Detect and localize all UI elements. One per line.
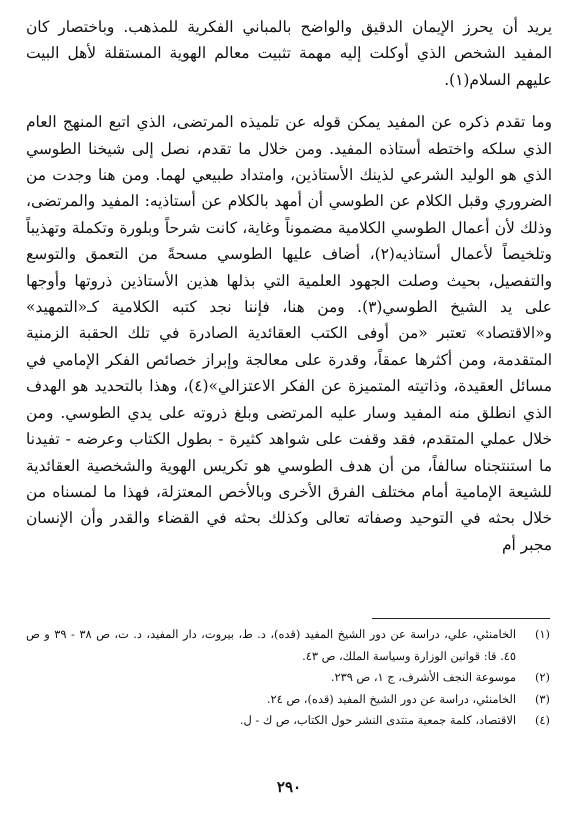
main-text	[26, 14, 552, 558]
footnote-number: (٣)	[534, 691, 550, 706]
paragraph-2: وما تقدم ذكره عن المفيد يمكن قوله عن تلميذه المرتضى، الذي اتبع المنهج العام الذي سلكه واختطه أستاذه المفيد. ومن خلال ما تقدم، نصل إلى شيخنا الطوسي الذي هو الوليد الشرعي لذينك الأستاذين، وامتداد طبيعي لهما. ومن هنا وجدت من الضروري وقبل الكلام عن الطوسي أن أمهد بالكلام عن أستاذيه: المفيد والمرتضى، وذلك لأن أعمال الطوسي الكلامية مضموناً وغاية، كانت شرحاً وبلورة وتكملة وتهذيباً وتلخيصاً لأعمال أستاذيه(٢)، أضاف عليها الطوسي مسحةً من التعمق والتوسع والتفصيل، بحيث وصلت الجهود العلمية التي بذلها هذين الأستاذين ذروتها وأوجها على يد الشيخ الطوسي(٣). ومن هنا، فإننا نجد كتبه الكلامية كـ«التمهيد» و«الاقتصاد» تعتبر «من أوفى الكتب العقائدية الصادرة في تلك الحقبة الزمنية المتقدمة، ومن أكثرها عمقاً، وقدرة على معالجة وإبراز خصائص الفكر الإمامي في مسائل العقيدة، وذاتيته المتميزة عن الفكر الاعتزالي»(٤)، وهذا بالتحديد هو الهدف الذي انطلق منه المفيد وسار عليه المرتضى وبلغ ذروته على يدي الطوسي. ومن خلال عملي المتقدم، فقد وقفت على شواهد كثيرة - بطول الكتاب وعرضه - تفيدنا ما استنتجناه سالفاً، من أن هدف الطوسي هو تكريس الهوية والشخصية العقائدية للشيعة الإمامية أمام مختلف الفرق الأخرى وبالأخص المعتزلة، فهذا ما لمسناه من خلال بحثه في التوحيد وصفاته تعالى وكذلك بحثه في القضاء والقدر وأن الإنسان مجبر أم	[26, 113, 552, 554]
page-number: ٢٩٠	[276, 778, 302, 796]
footnote-text: الاقتصاد، كلمة جمعية منتدى النشر حول الكتاب، ص ك - ل.	[239, 713, 516, 727]
footnote-number: (٤)	[534, 713, 550, 727]
footnote-text: الخامنئي، دراسة عن دور الشيخ المفيد (قده)، ص ٢٤.	[266, 691, 516, 706]
footnotes	[26, 624, 550, 732]
footnote-item	[26, 667, 550, 689]
footnote-item	[26, 689, 550, 711]
footnote-text: الخامنئي، علي، دراسة عن دور الشيخ المفيد (قده)، د. ط، بيروت، دار المفيد، د. ت، ص ٣٨ - ٣٩ و ص ٤٥. قا: قوانين الوزارة وسياسة الملك، ص ٤٣.	[26, 627, 516, 663]
footnote-number: (١)	[534, 627, 550, 641]
footnote-item	[26, 624, 550, 667]
footnote-separator	[372, 618, 550, 619]
paragraph-1: يريد أن يحرز الإيمان الدقيق والواضح بالمباني الفكرية للمذهب. وباختصار كان المفيد الشخص الذي أوكلت إليه مهمة تثبيت معالم الهوية المستقلة لأهل البيت عليهم السلام(١).	[26, 18, 552, 89]
footnote-number: (٢)	[534, 670, 550, 684]
footnote-text: موسوعة النجف الأشرف، ج ١، ص ٢٣٩.	[330, 670, 516, 684]
footnote-item	[26, 710, 550, 732]
